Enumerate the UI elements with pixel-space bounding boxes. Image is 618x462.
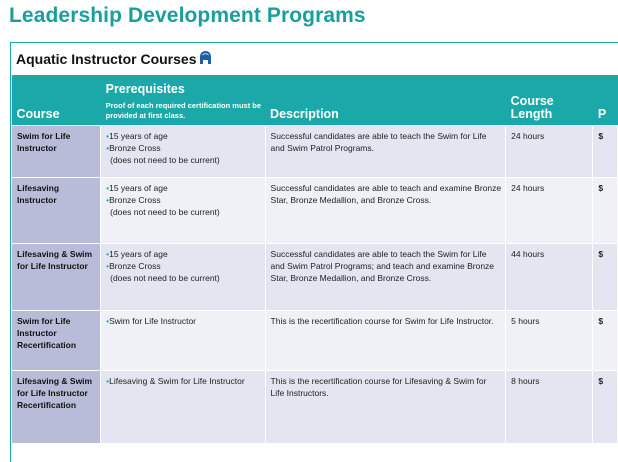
prerequisite-item [106,182,260,194]
price-cell: $ [593,177,618,243]
prerequisite-note: (does not need to be current) [110,272,220,283]
prerequisite-item [106,315,260,327]
bullet-icon: • [106,130,110,141]
course-name-cell: Swim for Life Instructor Recertification [12,310,101,370]
course-length-cell: 8 hours [506,370,593,443]
price-cell: $ [593,310,618,370]
swim-cap-icon [199,50,212,65]
prerequisites-cell [101,243,265,310]
table-row [12,243,618,310]
prerequisite-text: Swim for Life Instructor [109,315,197,326]
prerequisite-text: Bronze Cross [109,194,161,205]
header-description: Description [265,75,506,125]
prerequisite-note: (does not need to be current) [110,206,220,217]
prerequisite-text: 15 years of age [109,130,168,141]
description-cell: This is the recertification course for Swim for Life Instructor. [265,310,506,370]
course-length-cell: 24 hours [506,125,593,177]
prerequisite-text: Bronze Cross [109,260,161,271]
prerequisite-note: (does not need to be current) [110,154,220,165]
prerequisite-text: Lifesaving & Swim for Life Instructor [109,375,245,386]
prerequisites-cell [101,125,265,177]
description-cell: Successful candidates are able to teach the Swim for Life and Swim Patrol Programs; and teach and examine Bronze Star, Bronze Medallion, and Bronze Cross. [265,243,506,310]
header-course-length: Course Length [506,75,593,125]
bullet-icon: • [106,315,110,326]
courses-table [11,75,618,444]
bullet-icon: • [106,142,110,153]
course-name-cell: Swim for Life Instructor [12,125,101,177]
table-header-row [12,75,618,125]
bullet-icon: • [106,248,110,259]
header-price: P [593,75,618,125]
page-title: Leadership Development Programs [9,4,366,27]
course-name-cell: Lifesaving & Swim for Life Instructor Recertification [12,370,101,443]
bullet-icon: • [106,194,110,205]
prerequisite-text: Bronze Cross [109,142,161,153]
description-cell: This is the recertification course for Lifesaving & Swim for Life Instructors. [265,370,506,443]
prerequisite-text: 15 years of age [109,182,168,193]
header-prerequisites-title: Prerequisites [105,81,185,96]
bullet-icon: • [106,375,110,386]
price-cell: $ [593,370,618,443]
bullet-icon: • [106,182,110,193]
prerequisite-item [106,194,260,218]
table-row [12,177,618,243]
course-length-cell: 24 hours [506,177,593,243]
course-length-cell: 5 hours [506,310,593,370]
table-row [12,125,618,177]
course-length-cell: 44 hours [506,243,593,310]
bullet-icon: • [106,260,110,271]
description-cell: Successful candidates are able to teach and examine Bronze Star, Bronze Medallion, and Bronze Cross. [265,177,506,243]
course-name-cell: Lifesaving & Swim for Life Instructor [12,243,101,310]
table-row [12,310,618,370]
table-row [12,370,618,443]
prerequisites-cell [101,310,265,370]
price-cell: $ [593,243,618,310]
prerequisite-item [106,142,260,166]
prerequisites-cell [101,177,265,243]
header-prerequisites-note: Proof of each required certification must be provided at first class. [105,100,262,120]
course-name-cell: Lifesaving Instructor [12,177,101,243]
prerequisite-item [106,248,260,260]
prerequisite-text: 15 years of age [109,248,168,259]
prerequisite-item [106,260,260,284]
description-cell: Successful candidates are able to teach the Swim for Life and Swim Patrol Programs. [265,125,506,177]
section-title: Aquatic Instructor Courses [16,51,197,67]
header-course: Course [12,75,101,125]
prerequisites-cell [101,370,265,443]
table-body [12,125,618,443]
header-prerequisites [101,75,265,125]
price-cell: $ [593,125,618,177]
prerequisite-item [106,375,260,387]
prerequisite-item [106,130,260,142]
